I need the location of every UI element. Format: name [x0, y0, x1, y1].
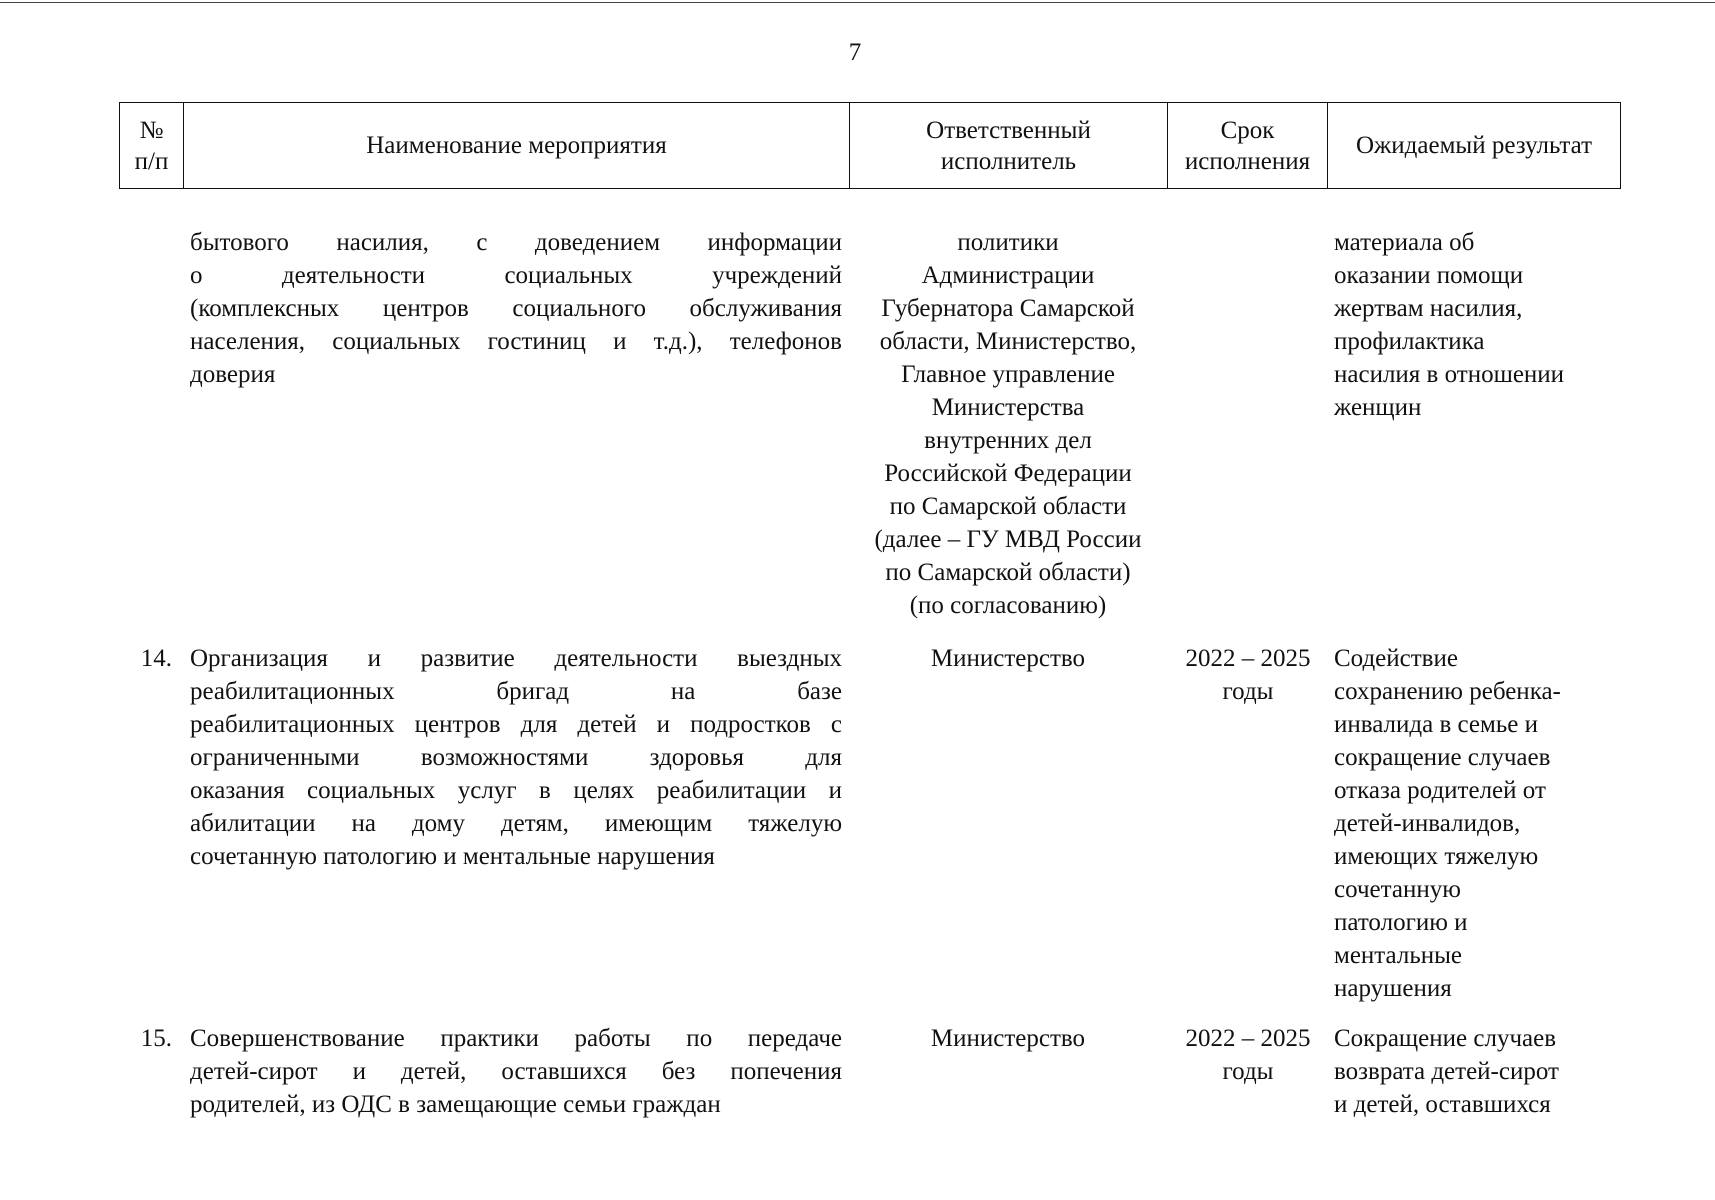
row-name-line: о деятельности социальных учреждений — [190, 262, 842, 289]
page-number: 7 — [848, 39, 862, 66]
table-header — [119, 102, 1621, 189]
row-name-line: абилитации на дому детям, имеющим тяжелую — [190, 810, 842, 837]
row-term: 2022 – 2025 годы — [1185, 1025, 1311, 1085]
row-result: Содействие сохранению ребенка- инвалида в семье и сокращение случаев отказа родителей от детей-инвалидов, имеющих тяжелую сочетанную патологию и ментальные нарушения — [1334, 645, 1561, 1002]
row-name-line: бытового насилия, с доведением информации — [190, 229, 842, 256]
row-name-line: Организация и развитие деятельности выездных — [190, 645, 842, 672]
row-responsible: политики Администрации Губернатора Самарской области, Министерство, Главное управление Министерства внутренних дел Российской Федерации по Самарской области (далее – ГУ МВД России по Самарской области) (по согласованию) — [874, 229, 1142, 619]
row-name — [190, 1022, 842, 1121]
header-row — [120, 103, 1621, 189]
row-number: 15. — [140, 1025, 172, 1052]
row-result: материала об оказании помощи жертвам насилия, профилактика насилия в отношении женщин — [1334, 229, 1565, 421]
row-number: 14. — [140, 645, 172, 672]
row-term: 2022 – 2025 годы — [1185, 645, 1311, 705]
row-name-line: (комплексных центров социального обслуживания — [190, 295, 842, 322]
row-name-line: ограниченными возможностями здоровья для — [190, 744, 842, 771]
header-term: Срок исполнения — [1168, 103, 1328, 189]
row-name-line: оказания социальных услуг в целях реабилитации и — [190, 777, 842, 804]
row-name-line: населения, социальных гостиниц и т.д.), телефонов — [190, 328, 842, 355]
header-responsible: Ответственный исполнитель — [850, 103, 1168, 189]
row-name — [190, 226, 842, 391]
row-responsible: Министерство — [930, 645, 1086, 672]
row-name — [190, 642, 842, 873]
row-name-line: реабилитационных бригад на базе — [190, 678, 842, 705]
header-name: Наименование мероприятия — [184, 103, 850, 189]
row-name-line: сочетанную патологию и ментальные нарушения — [190, 843, 715, 870]
scan-edge-line — [0, 2, 1715, 3]
row-name-line: детей-сирот и детей, оставшихся без попечения — [190, 1058, 842, 1085]
row-responsible: Министерство — [930, 1025, 1086, 1052]
row-name-line: реабилитационных центров для детей и подростков с — [190, 711, 842, 738]
row-name-line: доверия — [190, 361, 276, 388]
row-name-line: Совершенствование практики работы по передаче — [190, 1025, 842, 1052]
row-name-line: родителей, из ОДС в замещающие семьи граждан — [190, 1091, 721, 1118]
header-result: Ожидаемый результат — [1328, 103, 1621, 189]
row-result: Сокращение случаев возврата детей-сирот и детей, оставшихся — [1334, 1025, 1559, 1118]
header-num: № п/п — [120, 103, 184, 189]
